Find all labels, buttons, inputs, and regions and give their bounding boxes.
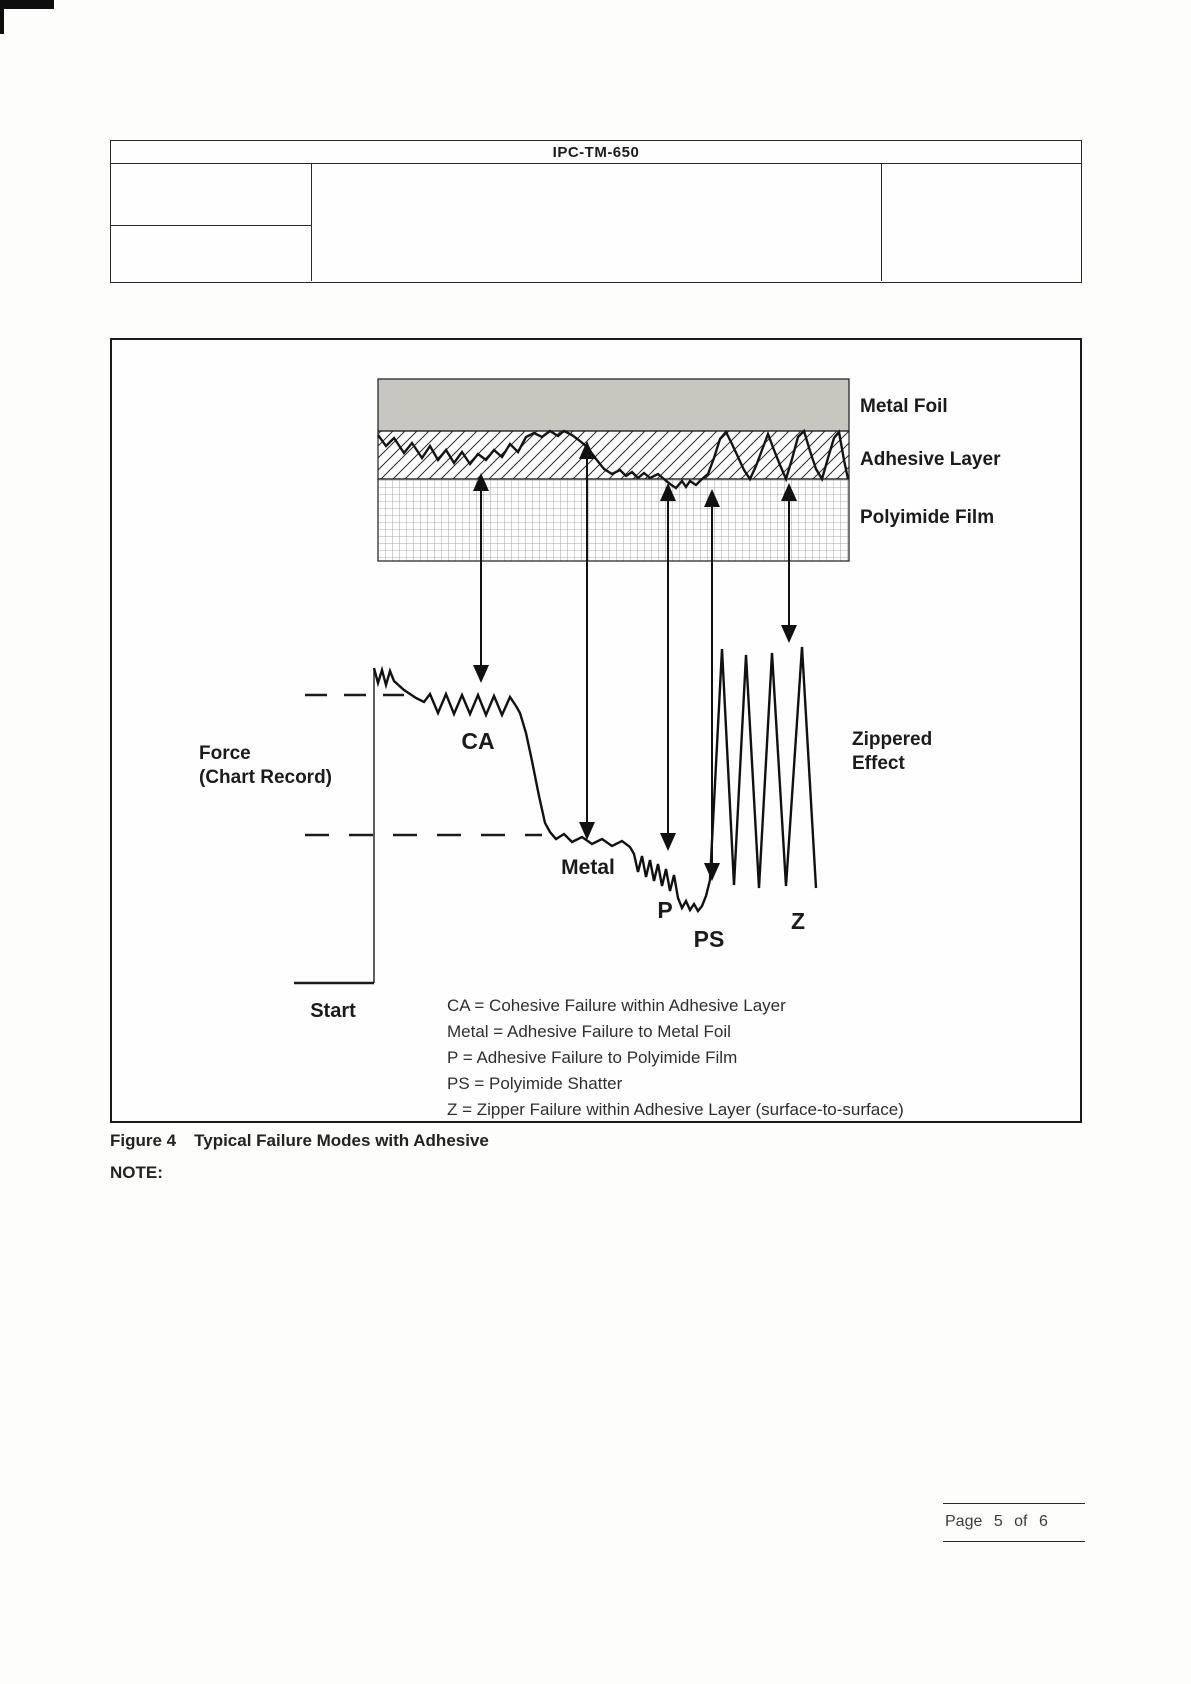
adhesive-layer-label: Adhesive Layer [860, 449, 1001, 470]
header-table-middle-cell [312, 164, 882, 281]
figure-box [110, 338, 1082, 1123]
header-table-cell [111, 164, 311, 226]
polyimide-film-label: Polyimide Film [860, 507, 995, 528]
legend-line-metal: Metal = Adhesive Failure to Metal Foil [447, 1022, 731, 1041]
page-footer [943, 1503, 1085, 1542]
legend-line-z: Z = Zipper Failure within Adhesive Layer (surface-to-surface) [447, 1100, 904, 1119]
zippered-effect-label-line1: Zippered [852, 729, 933, 750]
start-label: Start [310, 1000, 356, 1022]
force-axis-label-line2: (Chart Record) [199, 767, 333, 788]
note-label: NOTE: [110, 1163, 163, 1182]
metal-label: Metal [561, 856, 615, 879]
figure-legend [447, 996, 904, 1119]
failure-modes-diagram [112, 340, 1080, 1121]
p-label: P [657, 897, 673, 923]
legend-line-ps: PS = Polyimide Shatter [447, 1074, 623, 1093]
legend-line-p: P = Adhesive Failure to Polyimide Film [447, 1048, 738, 1067]
zippered-effect-label-line2: Effect [852, 753, 905, 774]
figure-caption [110, 1131, 489, 1151]
scan-artifact [0, 0, 4, 34]
force-axis-label-line1: Force [199, 743, 251, 764]
page-number: Page 5 of 6 [945, 1513, 1048, 1530]
header-table [110, 140, 1082, 283]
legend-line-ca: CA = Cohesive Failure within Adhesive Layer [447, 996, 786, 1015]
header-table-body [111, 164, 1081, 281]
header-table-right-cell [882, 164, 1081, 281]
metal-foil-label: Metal Foil [860, 396, 948, 417]
figure-number: Figure 4 [110, 1131, 177, 1150]
header-table-left-column [111, 164, 312, 281]
header-table-title: IPC-TM-650 [111, 141, 1081, 164]
footer-rule-bottom [943, 1541, 1085, 1542]
metal-foil-layer [378, 379, 849, 431]
scan-artifact [0, 0, 54, 9]
layer-stack [378, 379, 849, 561]
ps-label: PS [693, 926, 725, 952]
polyimide-film-layer [378, 479, 849, 561]
ca-label: CA [461, 728, 495, 754]
figure-title: Typical Failure Modes with Adhesive [194, 1131, 489, 1150]
z-label: Z [790, 908, 806, 934]
header-table-cell [111, 226, 311, 281]
